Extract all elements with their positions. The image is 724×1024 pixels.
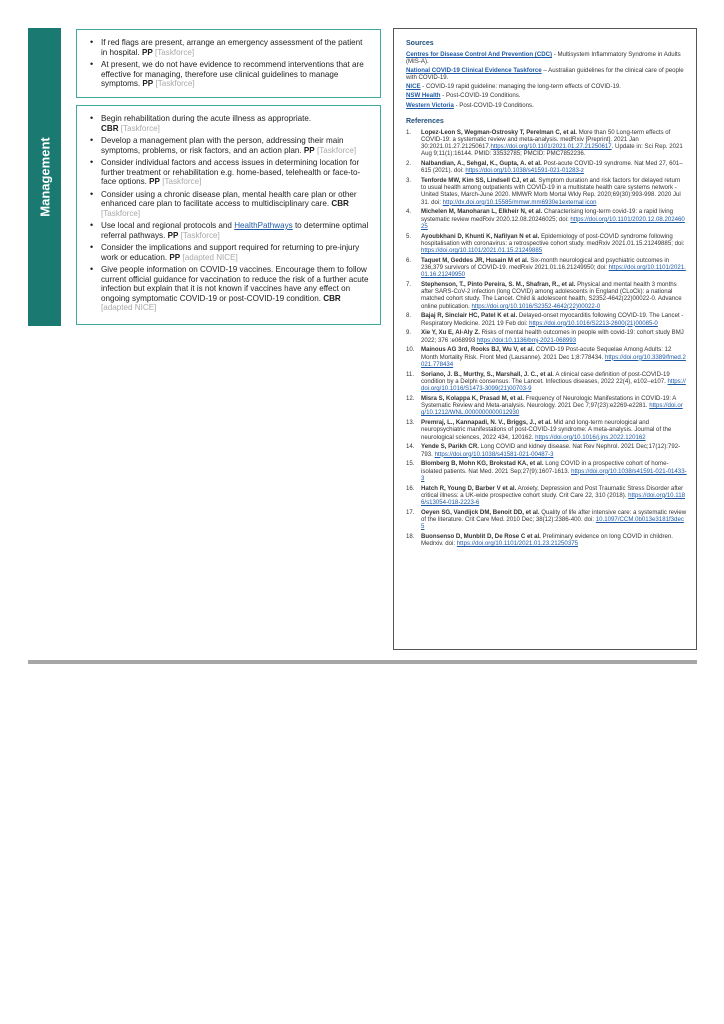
healthpathways-link[interactable]: HealthPathways [234,221,293,230]
reference-doi-link[interactable]: https://doi:10.1136/bmj-2021-068993 [476,336,577,344]
reference-text: Six-month neurological and psychiatric outcomes in 236,379 survivors of COVID-19. medRxiv 2021.01.16.21249950; doi: [421,256,670,272]
reference-text: Mid and long-term neurological and neuropsychiatric manifestations of post-COVID-19 syndrome: A meta-analysis. Journal of the neurological sciences, 2022 434, 120162. [421,419,672,441]
reference-number: 17. [406,508,415,516]
references-list [406,129,687,548]
recommendation-text: Consider the implications and support required for returning to pre-injury work or education. [101,243,360,262]
reference-authors: Mainous AG 3rd, Rooks BJ, Wu V, et al. [421,346,535,354]
grade-badge: PP [142,79,154,88]
reference-authors: Buonsenso D, Munblit D, De Rose C et al. [421,532,541,540]
reference-authors: Misra S, Kolappa K, Prasad M, et al. [421,394,524,402]
recommendation-text: to determine optimal referral pathways. [101,221,369,240]
reference-doi-link[interactable]: https://doi.org/10.1101/2021.01.27.21250617 [490,143,612,151]
reference-authors: Ayoubkhani D, Khunti K, Nafilyan N et al. [421,232,540,240]
reference-number: 4. [406,208,412,216]
recommendation-item [101,60,370,89]
reference-item [406,257,687,279]
reference-text: More than 50 Long-term effects of COVID-19: a systematic review and meta-analysis. medRxiv [Preprint]. 2021 Jan 30:2021.01.27.21250617. [421,128,671,151]
recommendation-item [101,190,370,219]
reference-number: 13. [406,419,415,427]
reference-item [406,160,687,174]
reference-authors: Hatch R, Young D, Barber V et al. [421,484,517,492]
reference-text: A clinical case definition of post-COVID-19 condition by a Delphi consensus. The Lancet. Infectious diseases, 2022 22(4), e102–e107. [421,370,670,385]
reference-doi-link[interactable]: https://doi.org/10.3389/fmed.2021.778434 [421,353,686,368]
reference-text: Frequency of Neurologic Manifestations in COVID-19: A Systematic Review and Meta-analysis. Neurology. 2021 Dec 7;97(23):e2269-e2281. [421,394,677,410]
reference-doi-link[interactable]: https://doi.org/10.1016/S2213-2600(21)00085-0 [529,319,658,327]
reference-doi-link[interactable]: https://doi.org/10.1101/2021.01.23.21250375 [456,540,578,548]
source-item [406,102,687,109]
reference-text: Post-acute COVID-19 syndrome. Nat Med 27, 601–615 (2021). doi: [421,160,683,175]
source-link[interactable]: National COVID-19 Clinical Evidence Taskforce [406,67,542,75]
reference-doi-link[interactable]: https://doi.org/10.1016/S1473-3099(21)00703-9 [421,377,686,393]
grade-badge: CBR [331,199,349,208]
section-tab-label: Management [37,137,52,217]
red-flags-box [76,29,381,98]
reference-item [406,346,687,368]
reference-item [406,312,687,326]
reference-doi-link[interactable]: https://doi.org/10.1016/j.jns.2022.120162 [535,433,646,441]
reference-text: Preliminary evidence on long COVID in children. Medrxiv. doi: [421,532,673,548]
recommendation-source: [Taskforce] [162,177,202,186]
recommendation-source: [Taskforce] [120,123,160,133]
reference-authors: Lopez-Leon S, Wegman-Ostrosky T, Perelman C, et al. [421,128,577,136]
reference-item [406,395,687,417]
reference-doi-link[interactable]: https://doi.org/10.1016/S2352-4642(22)00022-0 [471,302,601,310]
recommendation-text: Use local and regional protocols and [101,221,232,230]
reference-authors: Blomberg B, Mohn KG, Brokstad KA, et al. [421,460,544,468]
source-description: - Post-COVID-19 Conditions. [440,92,521,100]
source-item [406,92,687,99]
reference-authors: Michelen M, Manoharan L, Elkheir N, et al. [421,208,543,216]
reference-item [406,371,687,393]
reference-doi-link[interactable]: https://doi.org/10.1101/2021.01.15.21249885 [421,247,543,255]
reference-authors: Premraj, L., Kannapadi, N. V., Briggs, J., et al. [421,419,552,427]
recommendation-text: If red flags are present, arrange an emergency assessment of the patient in hospital. [101,38,363,57]
recommendation-source: [adapted NICE] [101,303,157,312]
reference-number: 8. [406,312,412,320]
reference-item [406,329,687,343]
reference-item [406,509,687,531]
reference-text: Epidemiology of post-COVID syndrome following hospitalisation with coronavirus: a retrospective cohort study. medRxiv 2021.01.15.21249885; doi: [421,232,685,247]
reference-number: 12. [406,394,415,402]
reference-item [406,533,687,547]
grade-badge: PP [303,145,315,155]
reference-number: 6. [406,256,412,264]
recommendation-text: Consider using a chronic disease plan, mental health care plan or other enhanced care plan to facilitate access to multidisciplinary care. [101,189,357,208]
reference-authors: Oeyen SG, Vandijck DM, Benoit DD, et al. [421,508,540,516]
recommendation-item [101,265,370,313]
reference-item [406,208,687,230]
recommendation-item [101,136,370,155]
sources-list [406,51,687,109]
grade-badge: PP [169,252,181,262]
reference-number: 18. [406,532,415,540]
references-panel [393,28,697,650]
reference-authors: Bajaj R, Sinclair HC, Patel K et al. [421,312,518,320]
reference-doi-link[interactable]: https://doi.org/10.1101/2020.12.08.20246025 [421,215,685,230]
reference-doi-link[interactable]: https://doi.org/10.1038/s41581-021-00487-3 [434,450,554,458]
reference-authors: Yende S, Parikh CR. [421,443,479,451]
source-link[interactable]: Centres for Disease Control And Prevention (CDC) [406,51,553,58]
reference-item [406,419,687,441]
reference-number: 15. [406,460,415,468]
source-link[interactable]: Western Victoria [406,101,454,109]
section-tab [28,28,61,326]
recommendation-list [77,106,380,313]
recommendation-item [101,38,370,57]
reference-text: Risks of mental health outcomes in people with covid-19: cohort study BMJ 2022; 376 :e068993 [421,329,684,344]
grade-badge: PP [167,230,179,240]
source-item [406,83,687,90]
recommendation-item [101,221,370,240]
reference-doi-link[interactable]: https://doi.org/10.1186/s13054-018-2223-6 [421,491,685,506]
source-description: – Australian guidelines for the clinical care of people with COVID-19. [406,67,684,82]
reference-item [406,129,687,158]
recommendation-text: Develop a management plan with the person, addressing their main symptoms, problems, or risk factors, and an action plan. [101,136,344,155]
recommendation-list [77,30,380,89]
reference-text: Symptom duration and risk factors for delayed return to usual health among outpatients with COVID-19 in a multistate health care systems network - United States, March-June 2020. MMWR Morb Mortal Wkly Rep. 2020;69(30):993-998. 2020 Jul 31. doi: [421,177,681,206]
grade-badge: PP [141,47,153,57]
reference-text-after: . Update in: Sci Rep. 2021 Aug 9;11(1):16144. PMID: 33532785; PMCID: PMC7852236. [421,143,683,158]
reference-number: 7. [406,281,412,289]
reference-item [406,233,687,255]
source-link[interactable]: NICE [406,83,421,91]
recommendation-source: [Taskforce] [180,230,220,240]
recommendation-item [101,114,370,133]
reference-authors: Soriano, J. B., Murthy, S., Marshall, J. C., et al. [421,370,554,378]
reference-number: 1. [406,128,412,136]
recommendation-text: Give people information on COVID-19 vaccines. Encourage them to follow current official guidance for vaccination to reduce the risk of a further acute infection but explain that it is not known if vaccines have any effect on ongoing symptomatic COVID-19 or post-COVID-19 condition. [101,265,369,303]
source-item [406,67,687,81]
reference-doi-link[interactable]: https://doi.org/10.1038/s41591-021-01433-3 [421,467,687,482]
recommendation-item [101,243,370,262]
reference-doi-link[interactable]: 10.1097/CCM.0b013e3181f3dec5 [421,515,684,531]
reference-text: Delayed-onset myocarditis following COVID-19. The Lancet -Respiratory Medicine. 2021 19 Feb doi: [421,312,684,327]
reference-authors: Tenforde MW, Kim SS, Lindsell CJ, et al. [421,177,537,185]
grade-badge: CBR [101,123,119,133]
reference-text: Long COVID in a prospective cohort of home-isolated patients. Nat Med. 2021 Sep;27(9):1607-1613. [421,460,669,475]
reference-text: Physical and mental health 3 months after SARS-CoV-2 infection (long COVID) among adolescents in England (CLoCk): a national matched cohort study. The Lancet. Child & adolescent health, S2352-4642(22)00022-0. Advance online publication. [421,281,682,310]
reference-number: 5. [406,232,412,240]
grade-badge: PP [149,177,160,186]
sources-heading: Sources [406,40,434,47]
reference-item [406,460,687,482]
recommendation-text: Begin rehabilitation during the acute illness as appropriate. [101,114,312,123]
reference-text: Long COVID and kidney disease. Nat Rev Nephrol. 2021 Dec;17(12):792-793. [421,443,681,458]
reference-authors: Taquet M, Geddes JR, Husain M et al. [421,256,529,264]
management-box [76,105,381,325]
reference-item [406,177,687,206]
grade-badge: CBR [323,293,341,303]
reference-item [406,485,687,507]
reference-authors: Nalbandian, A., Sehgal, K., Gupta, A. et al. [421,160,542,168]
recommendation-item [101,158,370,187]
reference-number: 16. [406,484,415,492]
reference-authors: Xie Y, Xu E, Al-Aly Z. [421,329,480,337]
reference-authors: Stephenson, T., Pinto Pereira, S. M., Shafran, R., et al. [421,281,576,289]
references-heading: References [406,117,444,125]
reference-text: Anxiety, Depression and Post Traumatic Stress Disorder after critical illness: a UK-wide prospective cohort study. Crit Care 22, 310 (2018). [421,484,684,499]
recommendation-source: [Taskforce] [155,79,195,88]
reference-text: Characterising long-term covid-19: a rapid living systematic review medRxiv 2020.12.08.20246025; doi: [421,208,673,223]
source-description: - Multisystem Inflammatory Syndrome in Adults (MIS-A). [406,51,681,66]
reference-number: 10. [406,346,415,354]
reference-number: 3. [406,177,412,185]
reference-number: 14. [406,443,415,451]
recommendation-source: [Taskforce] [101,208,141,218]
footer-divider [28,660,697,664]
reference-text: COVID-19 Post-acute Sequelae Among Adults: 12 Month Mortality Risk. Front Med (Lausanne). 2021 Dec 1;8:778434. [421,346,672,361]
recommendation-text: Consider individual factors and access issues in determining location for further treatment or rehabilitation e.g. home-based, telehealth or face-to-face options. [101,158,361,186]
recommendation-text: At present, we do not have evidence to recommend interventions that are effective for managing, therefore use clinical guidelines to manage symptoms. [101,60,364,88]
recommendation-source: [Taskforce] [155,47,195,57]
reference-text: Quality of life after intensive care: a systematic review of the literature. Crit Care Med. 2010 Dec; 38(12):2386-400. doi: [421,508,687,523]
recommendation-source: [Taskforce] [316,145,357,155]
recommendation-source: [adapted NICE] [182,252,238,262]
reference-doi-link[interactable]: https://doi.org/10.1212/WNL.0000000000012930 [421,402,683,417]
source-item [406,51,687,65]
source-description: - COVID-19 rapid guideline: managing the long-term effects of COVID-19. [420,83,621,91]
source-description: - Post-COVID-19 Conditions. [453,101,534,109]
source-link[interactable]: NSW Health [406,92,441,100]
reference-number: 9. [406,329,412,337]
reference-doi-link[interactable]: http://dx.doi.org/10.15585/mmwr.mm6930e1external icon [442,198,597,206]
reference-doi-link[interactable]: https://doi.org/10.1038/s41591-021-01283-z [465,167,584,175]
reference-item [406,281,687,310]
reference-number: 11. [406,370,415,378]
reference-doi-link[interactable]: https://doi.org/10.1101/2021.01.16.21249950 [421,264,686,279]
reference-item [406,443,687,457]
reference-number: 2. [406,160,412,168]
